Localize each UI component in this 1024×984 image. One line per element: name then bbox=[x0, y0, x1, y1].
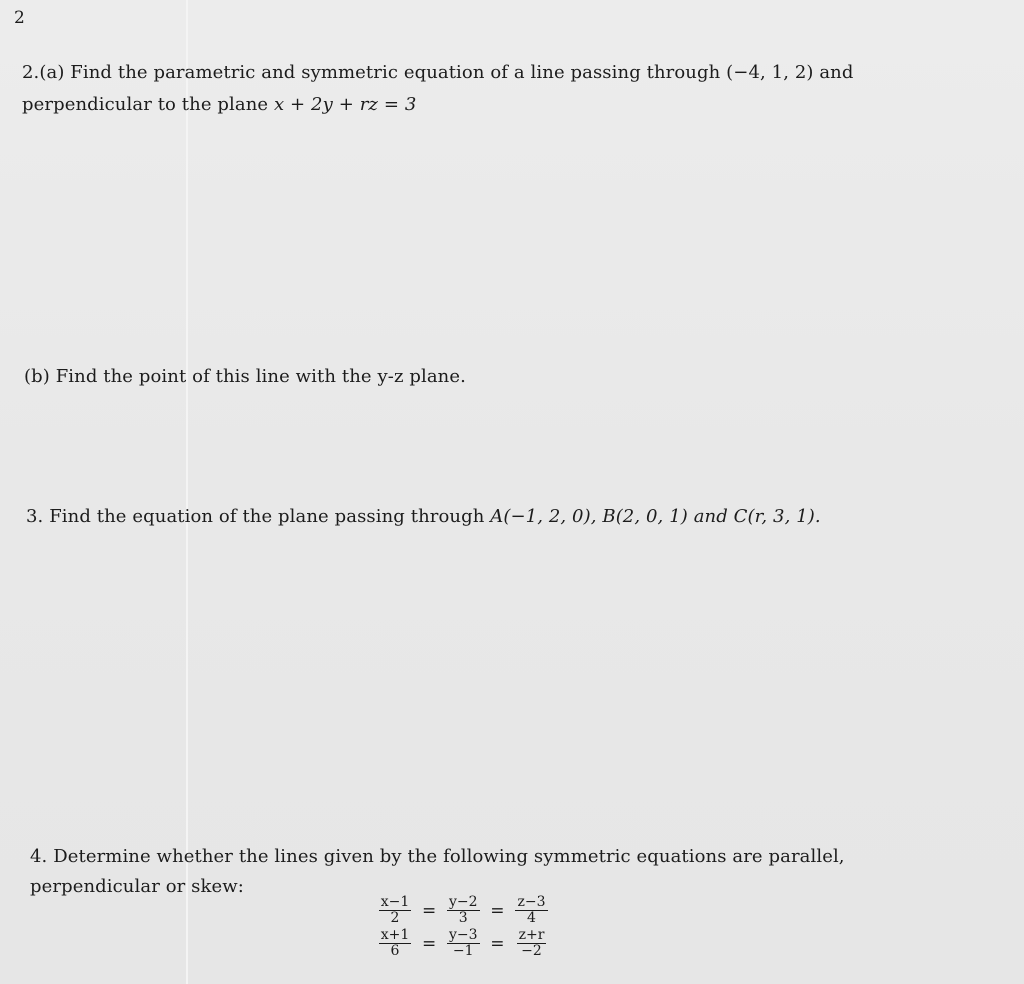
question-2a-line-2 bbox=[22, 90, 416, 119]
fraction bbox=[446, 895, 480, 926]
numerator: x+1 bbox=[380, 927, 410, 943]
fraction bbox=[446, 928, 480, 959]
question-2a-text: perpendicular to the plane bbox=[22, 94, 274, 115]
numerator: z+r bbox=[518, 927, 545, 943]
numerator: z−3 bbox=[517, 894, 546, 910]
denominator: 2 bbox=[390, 910, 400, 926]
equals-sign: = bbox=[422, 933, 437, 954]
question-3-points: A(−1, 2, 0), B(2, 0, 1) and C(r, 3, 1). bbox=[490, 506, 821, 527]
symmetric-equations bbox=[378, 894, 549, 960]
question-4-line-1: 4. Determine whether the lines given by the following symmetric equations are parallel, bbox=[30, 846, 845, 867]
equals-sign: = bbox=[422, 900, 437, 921]
denominator: 3 bbox=[458, 910, 468, 926]
fraction bbox=[378, 928, 412, 959]
numerator: y−2 bbox=[448, 894, 478, 910]
numerator: x−1 bbox=[380, 894, 410, 910]
line-2-equation bbox=[378, 927, 549, 960]
page-fold-line bbox=[186, 0, 188, 984]
numerator: y−3 bbox=[448, 927, 478, 943]
question-3-text: 3. Find the equation of the plane passing through bbox=[26, 506, 491, 527]
denominator: −1 bbox=[452, 943, 474, 959]
fraction bbox=[378, 895, 412, 926]
fraction bbox=[515, 895, 549, 926]
equals-sign: = bbox=[490, 933, 505, 954]
equals-sign: = bbox=[490, 900, 505, 921]
question-2b: (b) Find the point of this line with the y-z plane. bbox=[24, 366, 466, 387]
fraction bbox=[515, 928, 549, 959]
plane-equation: x + 2y + rz = 3 bbox=[273, 94, 417, 115]
question-2a-line-1: 2.(a) Find the parametric and symmetric equation of a line passing through (−4, 1, 2) and bbox=[22, 62, 854, 83]
page-number: 2 bbox=[14, 8, 25, 28]
denominator: 4 bbox=[527, 910, 536, 926]
question-3 bbox=[26, 502, 821, 531]
question-4-line-2: perpendicular or skew: bbox=[30, 876, 244, 897]
denominator: −2 bbox=[521, 943, 542, 959]
line-1-equation bbox=[378, 894, 549, 927]
denominator: 6 bbox=[390, 943, 400, 959]
